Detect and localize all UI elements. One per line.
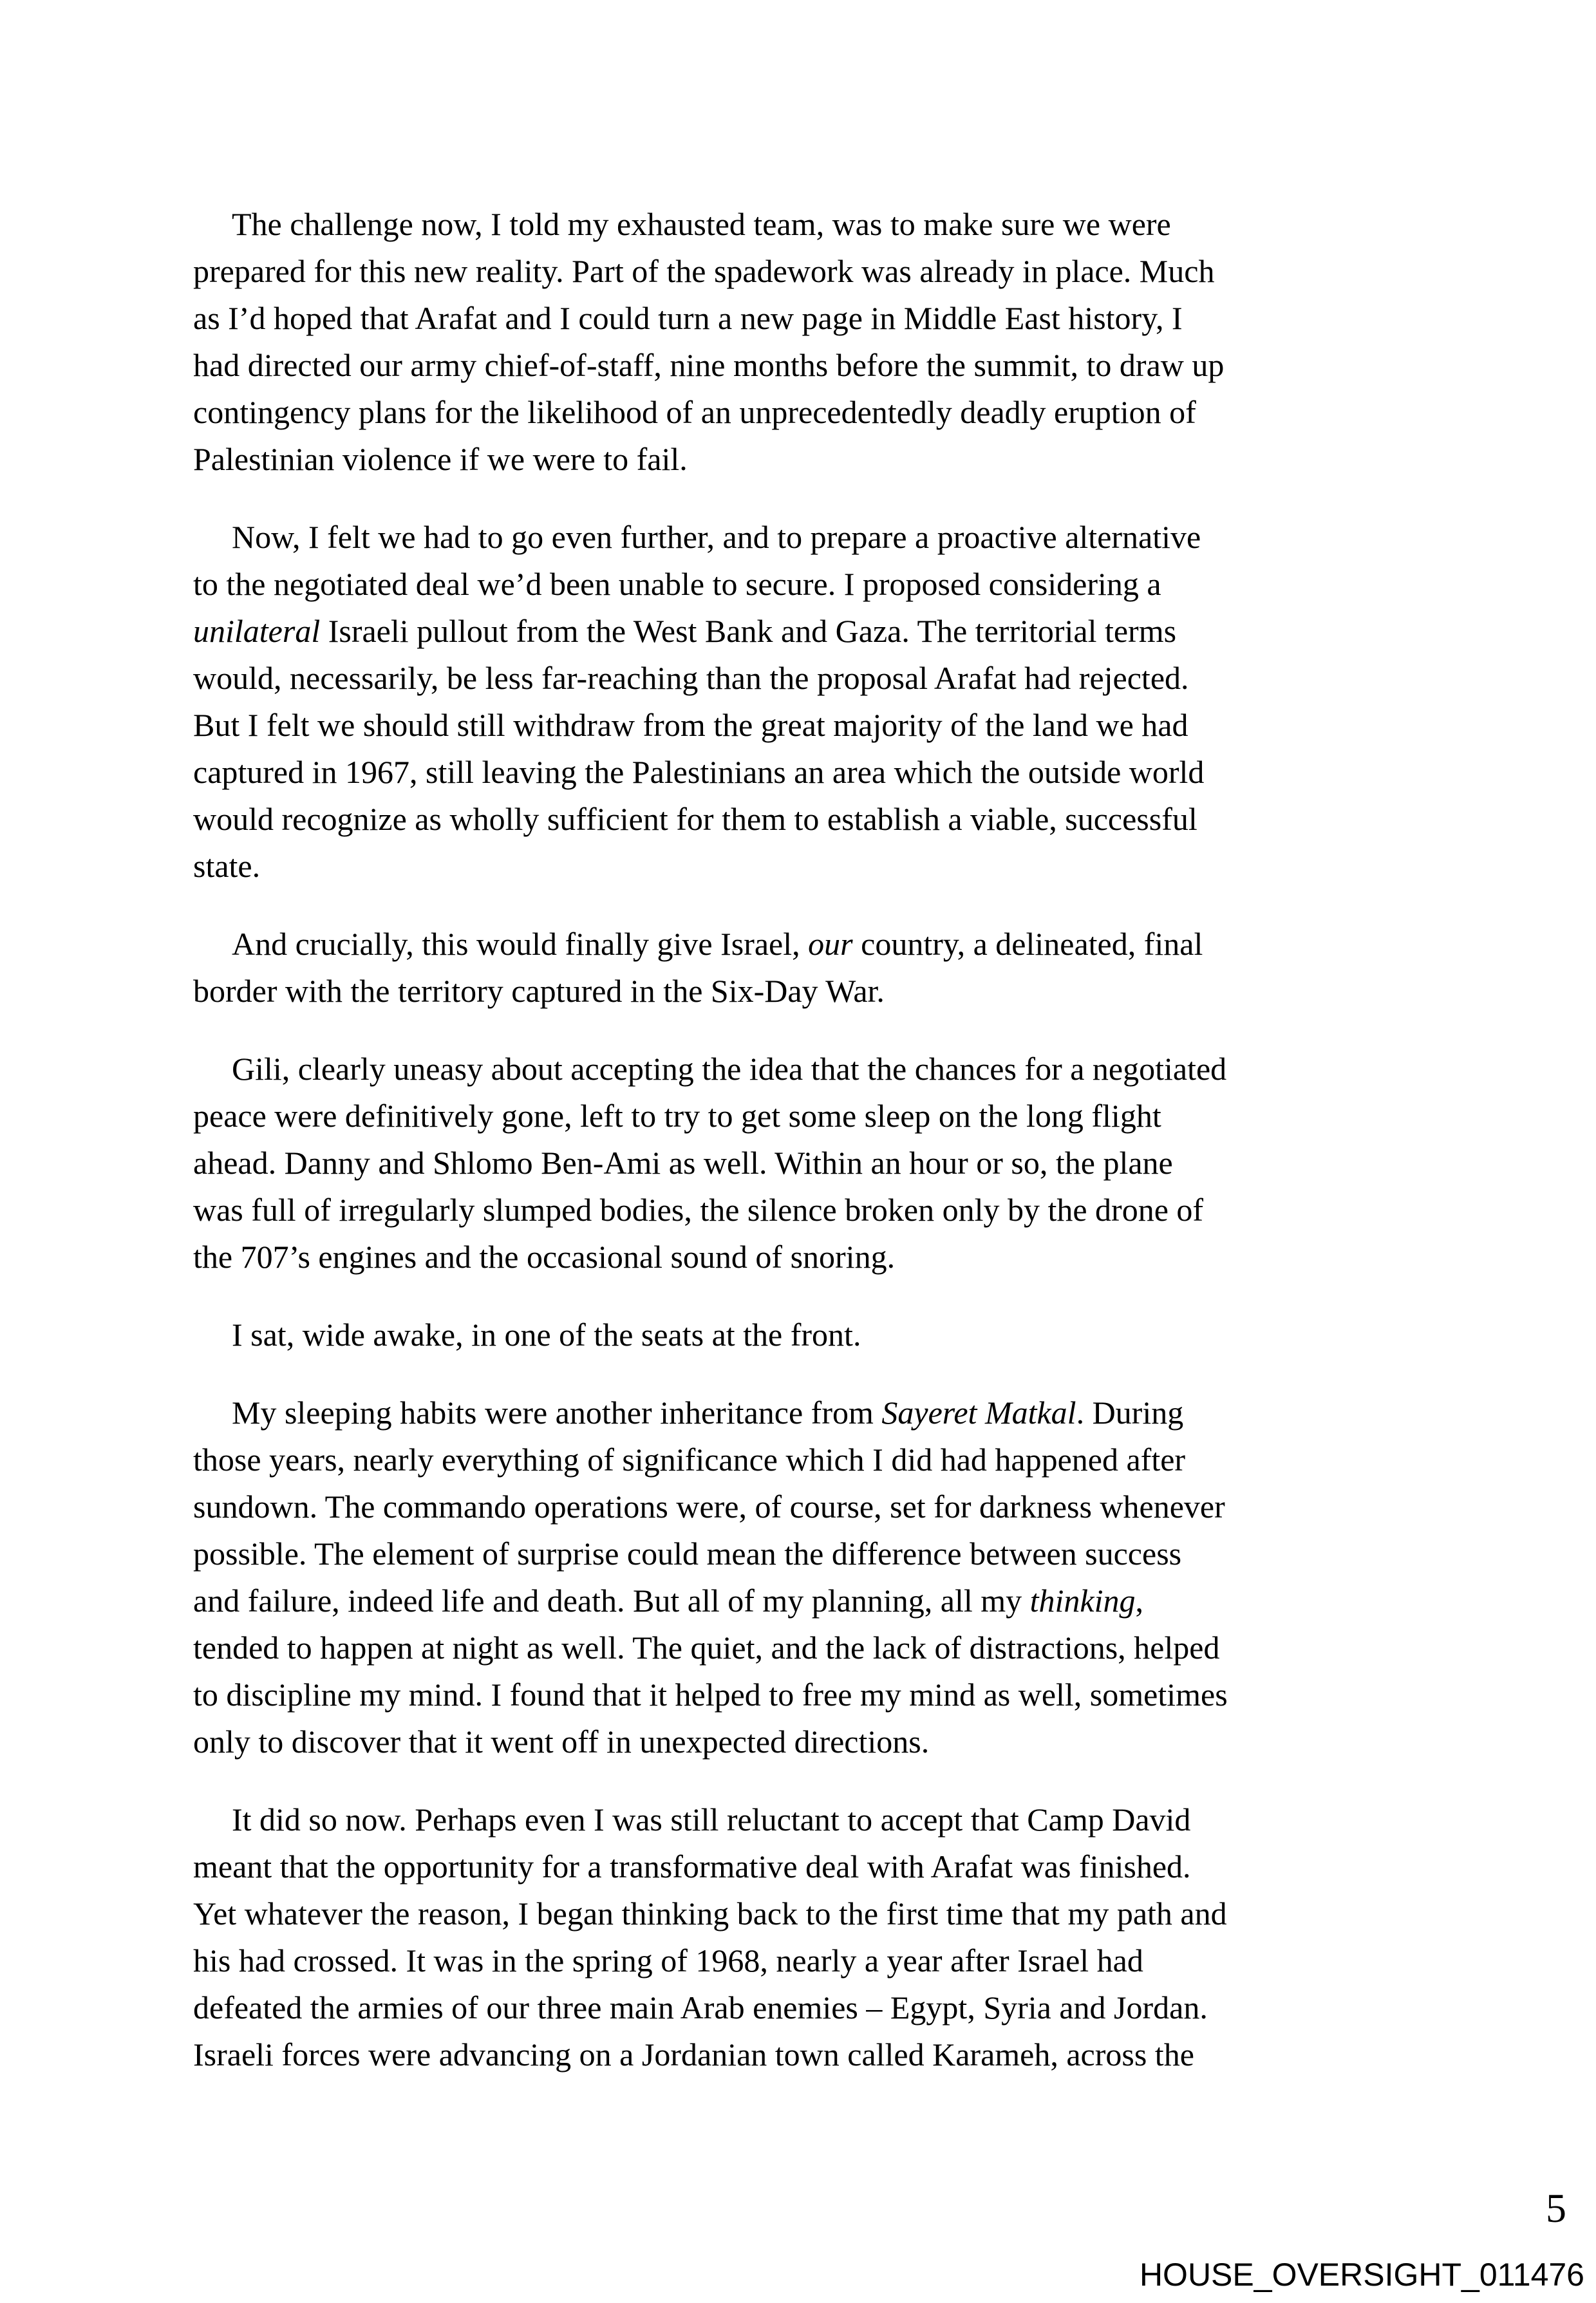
paragraph <box>193 201 1416 483</box>
text-segment: was full of irregularly slumped bodies, the silence broken only by the drone of <box>193 1192 1204 1228</box>
bates-stamp: HOUSE_OVERSIGHT_011476 <box>1139 2257 1584 2293</box>
text-line <box>193 1937 1416 1984</box>
text-line <box>193 389 1416 436</box>
text-line <box>193 1718 1416 1765</box>
text-segment: sundown. The commando operations were, of course, set for darkness whenever <box>193 1489 1225 1525</box>
text-line <box>193 295 1416 342</box>
italic-text-segment: unilateral <box>193 613 321 649</box>
text-segment: , <box>1135 1583 1144 1619</box>
text-line <box>193 1234 1416 1281</box>
text-segment: prepared for this new reality. Part of the spadework was already in place. Much <box>193 253 1215 289</box>
text-line <box>193 1577 1416 1624</box>
text-segment: state. <box>193 848 261 884</box>
text-line <box>193 1389 1416 1436</box>
paragraph <box>193 1311 1416 1358</box>
text-segment: tended to happen at night as well. The quiet, and the lack of distractions, helped <box>193 1630 1220 1666</box>
paragraph <box>193 1389 1416 1765</box>
text-segment: captured in 1967, still leaving the Palestinians an area which the outside world <box>193 754 1205 790</box>
text-line <box>193 1796 1416 1843</box>
text-segment: only to discover that it went off in unexpected directions. <box>193 1724 930 1760</box>
text-segment: would, necessarily, be less far-reaching than the proposal Arafat had rejected. <box>193 660 1189 696</box>
text-segment: Gili, clearly uneasy about accepting the idea that the chances for a negotiated <box>232 1051 1227 1087</box>
text-line <box>193 608 1416 655</box>
text-line <box>193 1890 1416 1937</box>
text-segment: The challenge now, I told my exhausted team, was to make sure we were <box>232 206 1171 242</box>
text-segment: would recognize as wholly sufficient for them to establish a viable, successful <box>193 801 1197 837</box>
paragraph <box>193 1046 1416 1281</box>
text-line <box>193 1843 1416 1890</box>
text-segment: and failure, indeed life and death. But all of my planning, all my <box>193 1583 1030 1619</box>
text-segment: possible. The element of surprise could mean the difference between success <box>193 1536 1182 1572</box>
text-segment: It did so now. Perhaps even I was still reluctant to accept that Camp David <box>232 1801 1191 1838</box>
text-segment: ahead. Danny and Shlomo Ben-Ami as well. Within an hour or so, the plane <box>193 1145 1173 1181</box>
page-number: 5 <box>1546 2185 1566 2231</box>
text-segment: meant that the opportunity for a transformative deal with Arafat was finished. <box>193 1848 1191 1885</box>
text-line <box>193 1671 1416 1718</box>
text-line <box>193 843 1416 890</box>
text-segment: those years, nearly everything of significance which I did had happened after <box>193 1442 1186 1478</box>
text-segment: border with the territory captured in the Six-Day War. <box>193 973 885 1009</box>
paragraph <box>193 921 1416 1015</box>
body-text <box>193 201 1416 2109</box>
text-line <box>193 655 1416 702</box>
text-line <box>193 1436 1416 1483</box>
text-segment: defeated the armies of our three main Arab enemies – Egypt, Syria and Jordan. <box>193 1989 1208 2026</box>
text-segment: . During <box>1076 1395 1184 1431</box>
text-segment: And crucially, this would finally give Israel, <box>232 926 809 962</box>
text-line <box>193 201 1416 248</box>
text-segment: But I felt we should still withdraw from the great majority of the land we had <box>193 707 1188 743</box>
text-segment: Palestinian violence if we were to fail. <box>193 441 688 477</box>
text-segment: Israeli pullout from the West Bank and Gaza. The territorial terms <box>320 613 1177 649</box>
text-segment: had directed our army chief-of-staff, nine months before the summit, to draw up <box>193 347 1225 383</box>
text-line <box>193 561 1416 608</box>
text-line <box>193 1140 1416 1187</box>
text-segment: to the negotiated deal we’d been unable to secure. I proposed considering a <box>193 566 1161 602</box>
text-line <box>193 1624 1416 1671</box>
text-line <box>193 1530 1416 1577</box>
text-line <box>193 1046 1416 1093</box>
text-segment: the 707’s engines and the occasional sound of snoring. <box>193 1239 896 1275</box>
text-line <box>193 1311 1416 1358</box>
text-segment: I sat, wide awake, in one of the seats at the front. <box>232 1317 861 1353</box>
text-segment: Now, I felt we had to go even further, and to prepare a proactive alternative <box>232 519 1201 555</box>
text-line <box>193 342 1416 389</box>
text-segment: as I’d hoped that Arafat and I could turn a new page in Middle East history, I <box>193 300 1183 336</box>
italic-text-segment: Sayeret Matkal <box>881 1395 1076 1431</box>
text-line <box>193 248 1416 295</box>
text-line <box>193 1483 1416 1530</box>
text-segment: Israeli forces were advancing on a Jordanian town called Karameh, across the <box>193 2036 1194 2073</box>
text-segment: his had crossed. It was in the spring of 1968, nearly a year after Israel had <box>193 1942 1143 1979</box>
text-line <box>193 1093 1416 1140</box>
italic-text-segment: thinking <box>1029 1583 1136 1619</box>
paragraph <box>193 1796 1416 2078</box>
text-segment: country, a delineated, final <box>852 926 1203 962</box>
text-segment: peace were definitively gone, left to try to get some sleep on the long flight <box>193 1098 1161 1134</box>
text-line <box>193 749 1416 796</box>
text-segment: to discipline my mind. I found that it helped to free my mind as well, sometimes <box>193 1677 1228 1713</box>
text-line <box>193 436 1416 483</box>
text-segment: Yet whatever the reason, I began thinking back to the first time that my path and <box>193 1895 1227 1932</box>
italic-text-segment: our <box>808 926 853 962</box>
paragraph <box>193 514 1416 890</box>
text-line <box>193 1984 1416 2031</box>
text-line <box>193 796 1416 843</box>
text-line <box>193 514 1416 561</box>
text-segment: My sleeping habits were another inheritance from <box>232 1395 882 1431</box>
text-line <box>193 968 1416 1015</box>
text-segment: contingency plans for the likelihood of an unprecedentedly deadly eruption of <box>193 394 1196 430</box>
text-line <box>193 2031 1416 2078</box>
text-line <box>193 921 1416 968</box>
text-line <box>193 1187 1416 1234</box>
text-line <box>193 702 1416 749</box>
